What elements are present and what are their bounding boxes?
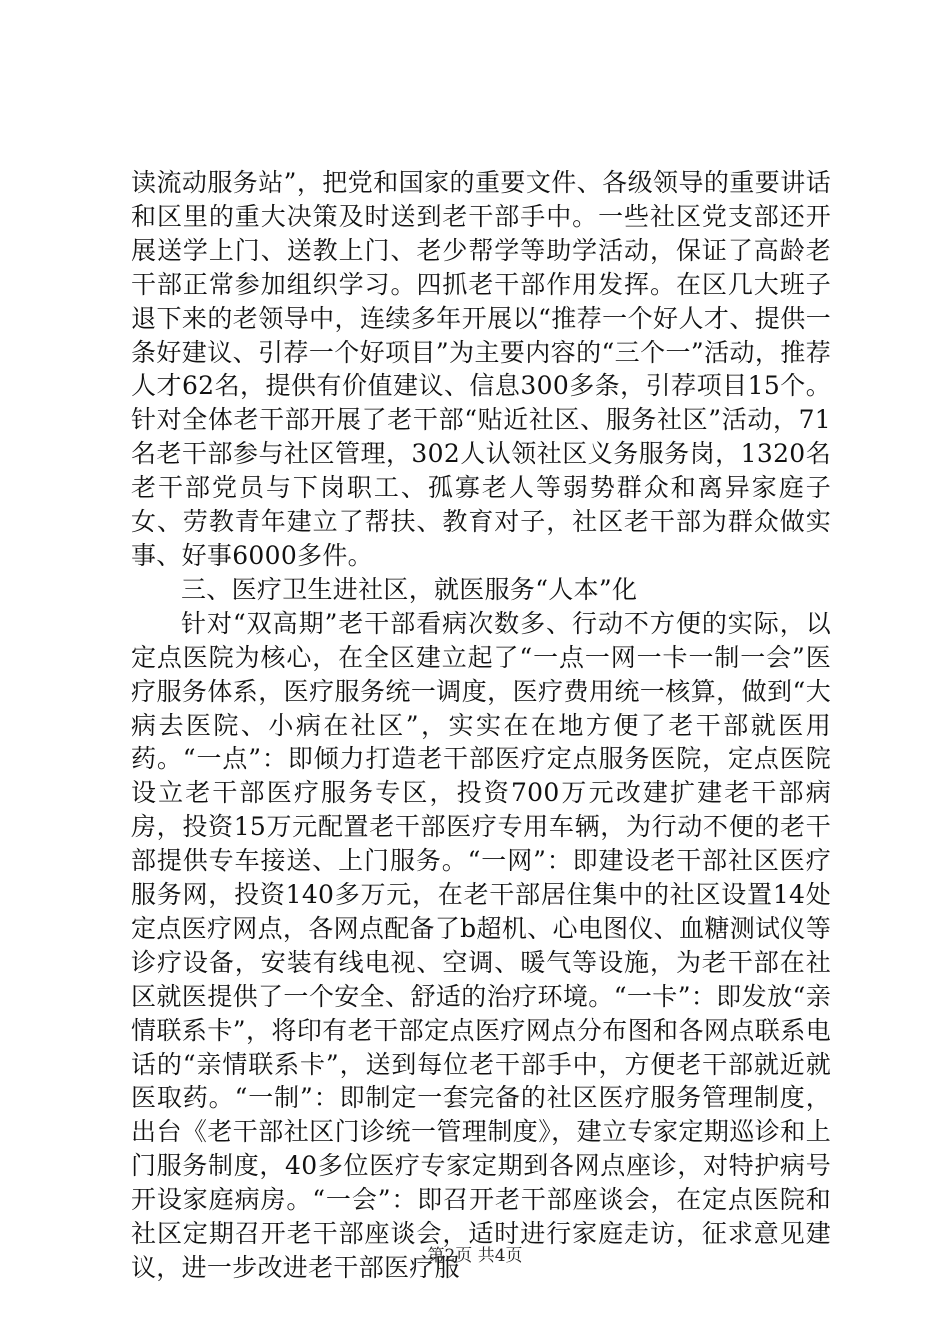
section-heading: 三、医疗卫生进社区，就医服务“人本”化 [181, 574, 638, 604]
paragraph-medical-services: 针对“双高期”老干部看病次数多、行动不方便的实际，以定点医院为核心，在全区建立起了“一点一网一卡一制一会”医疗服务体系，医疗服务统一调度，医疗费用统一核算，做到“大病去医院、小病在社区”，实实在在地方便了老干部就医用药。“一点”：即倾力打造老干部医疗定点服务医院，定点医院设立老干部医疗服务专区，投资700万元改建扩建老干部病房，投资15万元配置老干部医疗专用车辆，为行动不便的老干部提供专车接送、上门服务。“一网”：即建设老干部社区医疗服务网，投资140多万元，在老干部居住集中的社区设置14处定点医疗网点，各网点配备了b超机、心电图仪、血糖测试仪等诊疗设备，安装有线电视、空调、暖气等设施，为老干部在社区就医提供了一个安全、舒适的治疗环境。“一卡”：即发放“亲情联系卡”，将印有老干部定点医疗网点分布图和各网点联系电话的“亲情联系卡”，送到每位老干部手中，方便老干部就近就医取药。“一制”：即制定一套完备的社区医疗服务管理制度，出台《老干部社区门诊统一管理制度》，建立专家定期巡诊和上门服务制度，40多位医疗专家定期到各网点座诊，对特护病号开设家庭病房。“一会”：即召开老干部座谈会，在定点医院和社区定期召开老干部座谈会，适时进行家庭走访，征求意见建议，进一步改进老干部医疗服 [131, 608, 831, 1282]
paragraph-continuation: 读流动服务站”，把党和国家的重要文件、各级领导的重要讲话和区里的重大决策及时送到老干部手中。一些社区党支部还开展送学上门、送教上门、老少帮学等助学活动，保证了高龄老干部正常参加组织学习。四抓老干部作用发挥。在区几大班子退下来的老领导中，连续多年开展以“推荐一个好人才、提供一条好建议、引荐一个好项目”为主要内容的“三个一”活动，推荐人才62名，提供有价值建议、信息300多条，引荐项目15个。针对全体老干部开展了老干部“贴近社区、服务社区”活动，71名老干部参与社区管理，302人认领社区义务服务岗，1320名老干部党员与下岗职工、孤寡老人等弱势群众和离异家庭子女、劳教青年建立了帮扶、教育对子，社区老干部为群众做实事、好事6000多件。 [131, 168, 831, 570]
document-body [131, 166, 831, 1285]
page-footer: 第2页 共4页 [427, 1246, 523, 1266]
